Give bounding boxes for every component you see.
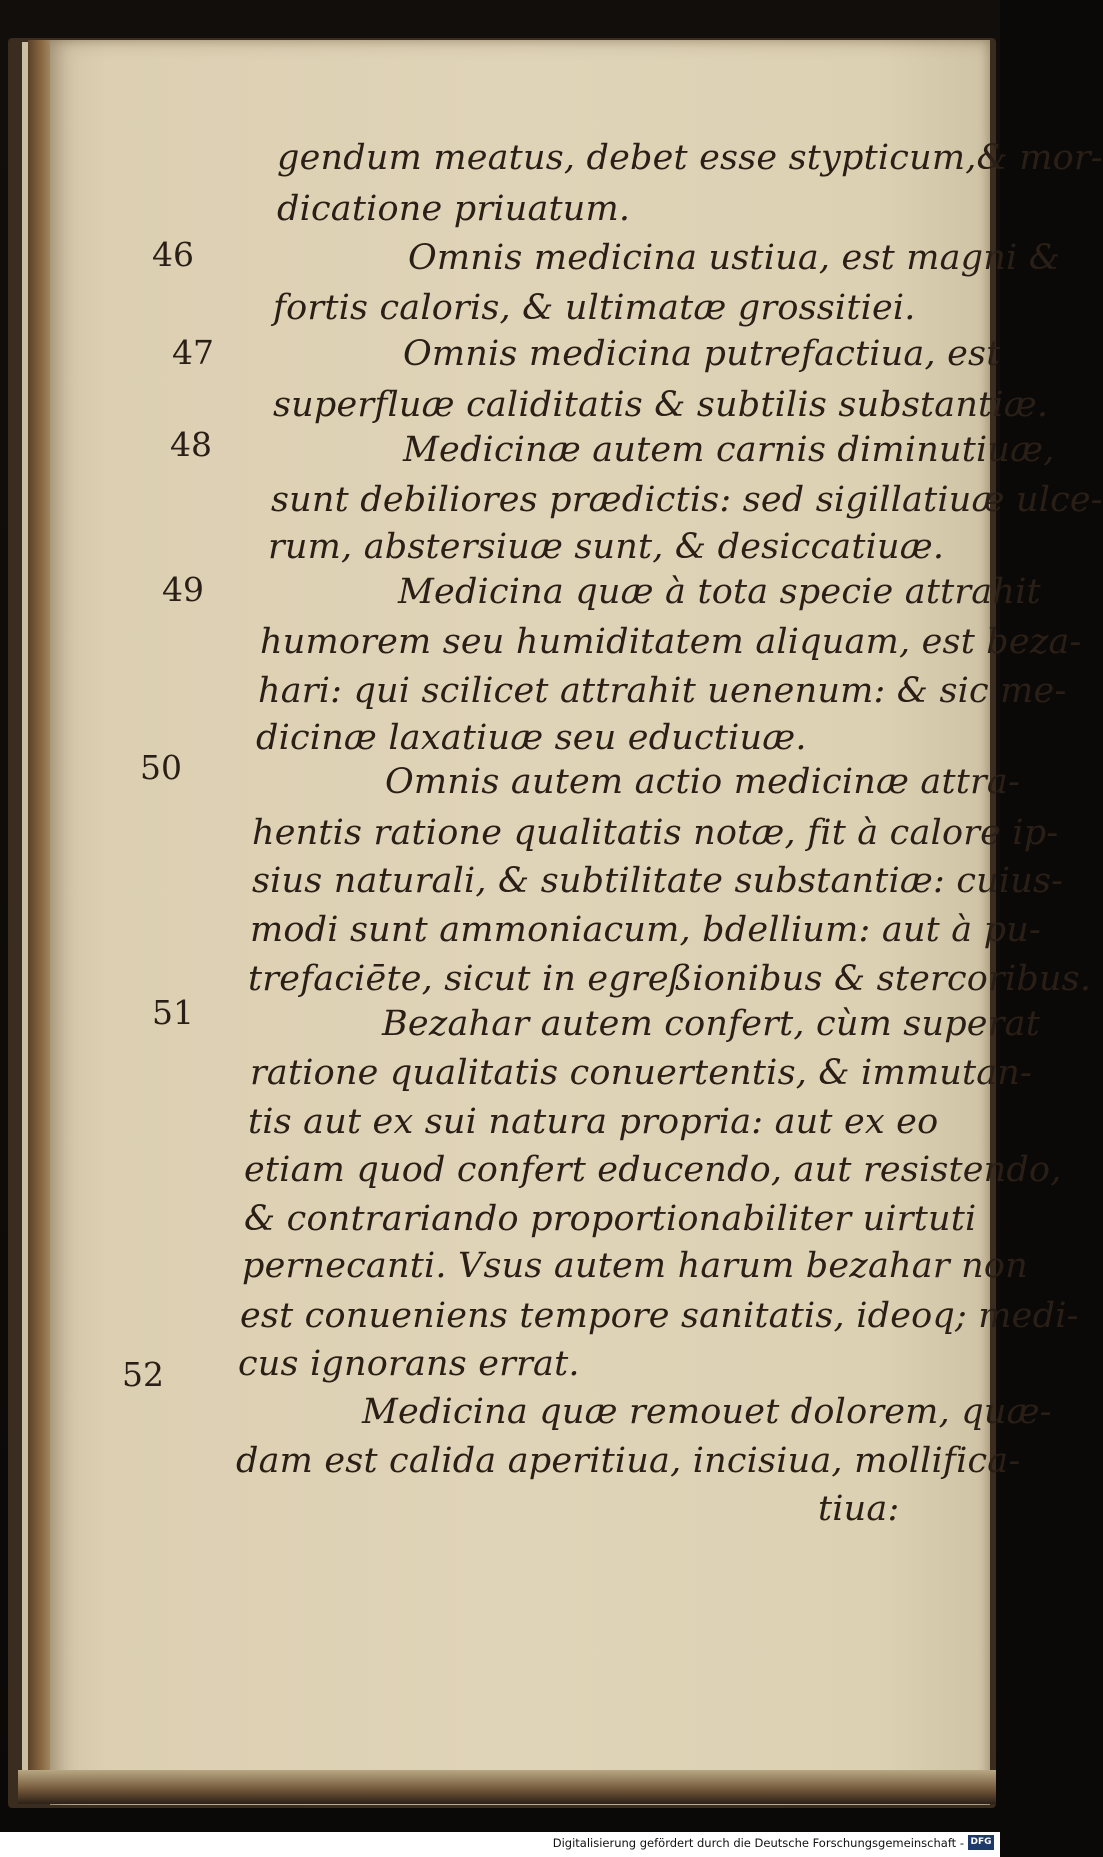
- text-line: Omnis medicina putrefactiua, est: [403, 334, 1001, 374]
- text-line: Bezahar autem confert, cùm superat: [382, 1004, 1040, 1044]
- text-line: modi sunt ammoniacum, bdellium: aut à pu-: [250, 910, 1042, 950]
- text-line: tis aut ex sui natura propria: aut ex eo: [248, 1102, 939, 1142]
- text-line: rum, abstersiuæ sunt, & desiccatiuæ.: [268, 527, 945, 567]
- text-line: sunt debiliores prædictis: sed sigillatiuæ ulce-: [271, 480, 1103, 520]
- text-line: sius naturali, & subtilitate substantiæ: cuius-: [252, 861, 1064, 901]
- margin-number: 51: [152, 993, 194, 1032]
- text-line: Medicina quæ remouet dolorem, quæ-: [362, 1392, 1052, 1432]
- footer-credit: Digitalisierung gefördert durch die Deutsche Forschungsgemeinschaft -: [552, 1836, 964, 1850]
- text-line: dicinæ laxatiuæ seu eductiuæ.: [256, 718, 807, 758]
- text-line: Medicina quæ à tota specie attrahit: [398, 572, 1041, 612]
- text-line: pernecanti. Vsus autem harum bezahar non: [242, 1246, 1028, 1286]
- text-line: trefaciēte, sicut in egreßionibus & stercoribus.: [248, 959, 1092, 999]
- text-line: Omnis medicina ustiua, est magni &: [408, 238, 1061, 278]
- text-line: dam est calida aperitiua, incisiua, mollifica-: [236, 1441, 1021, 1481]
- text-line: Medicinæ autem carnis diminutiuæ,: [403, 430, 1055, 470]
- text-line: hentis ratione qualitatis notæ, fit à calore ip-: [252, 813, 1059, 853]
- text-line: ratione qualitatis conuertentis, & immutan-: [250, 1053, 1033, 1093]
- text-line: humorem seu humiditatem aliquam, est beza-: [260, 622, 1082, 662]
- text-line: Omnis autem actio medicinæ attra-: [385, 762, 1021, 802]
- margin-number: 47: [172, 333, 214, 372]
- margin-number: 46: [152, 235, 194, 274]
- text-line: etiam quod confert educendo, aut resistendo,: [244, 1150, 1062, 1190]
- text-line: superfluæ caliditatis & subtilis substantiæ.: [273, 385, 1049, 425]
- page-bottom-edge: [18, 1770, 996, 1804]
- text-line: est conueniens tempore sanitatis, ideoq; medi-: [240, 1296, 1079, 1336]
- text-line: hari: qui scilicet attrahit uenenum: & sic me-: [258, 671, 1067, 711]
- text-line: tiua:: [818, 1489, 900, 1529]
- margin-number: 52: [122, 1355, 164, 1394]
- text-line: gendum meatus, debet esse stypticum,& mor-: [277, 138, 1103, 178]
- margin-number: 50: [140, 748, 182, 787]
- text-line: dicatione priuatum.: [277, 189, 631, 229]
- margin-number: 48: [170, 425, 212, 464]
- margin-number: 49: [162, 570, 204, 609]
- text-line: cus ignorans errat.: [238, 1344, 580, 1384]
- text-line: fortis caloris, & ultimatæ grossitiei.: [273, 288, 916, 328]
- dfg-logo: DFG: [968, 1835, 994, 1850]
- text-line: & contrariando proportionabiliter uirtuti: [244, 1199, 977, 1239]
